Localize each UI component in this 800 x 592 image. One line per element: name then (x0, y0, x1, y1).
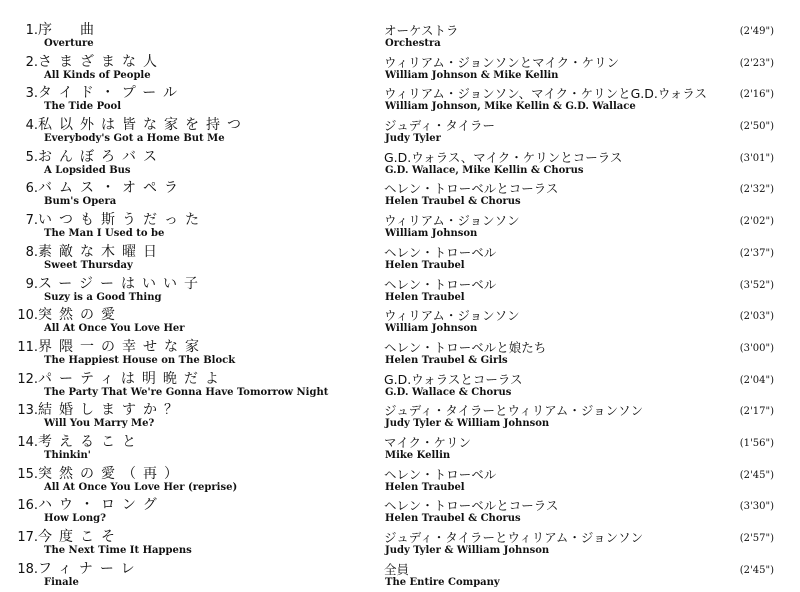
track-artist-jp: ヘレン・トローベル (384, 466, 497, 482)
track-title-en: Suzy is a Good Thing (44, 291, 162, 303)
track-title-jp: パーティは明晩だよ (38, 370, 226, 387)
track-title-jp: 結婚しますか？ (38, 402, 185, 419)
track-number: 9. (25, 276, 38, 292)
track-title-jp: 考えること (38, 433, 143, 450)
track-artist-jp: ジュディ・タイラー (384, 118, 496, 134)
track-artist-en: The Entire Company (385, 576, 500, 588)
track-number: 8. (25, 244, 38, 260)
track-artist-jp: ヘレン・トローベル (384, 276, 497, 292)
track-number: 11. (17, 339, 38, 355)
track-number: 7. (25, 213, 38, 229)
track-number: 10. (17, 308, 38, 324)
track-row (0, 402, 800, 434)
track-number: 12. (17, 371, 38, 387)
track-row (0, 497, 800, 529)
track-title-jp: ハウ・ロング (38, 497, 164, 514)
track-artist-en: Helen Traubel (385, 481, 465, 493)
track-title-en: Everybody's Got a Home But Me (44, 133, 225, 145)
track-duration: (2'49") (739, 26, 774, 37)
track-row (0, 244, 800, 276)
track-artist-en: William Johnson & Mike Kellin (385, 69, 559, 81)
track-artist-en: Helen Traubel (385, 259, 465, 271)
track-artist-jp: ジュディ・タイラーとウィリアム・ジョンソン (384, 403, 644, 419)
track-number: 14. (17, 434, 38, 450)
track-title-en: Will You Marry Me? (44, 418, 155, 430)
track-title-en: The Happiest House on The Block (44, 354, 236, 366)
track-artist-jp: 全員 (384, 561, 410, 577)
track-title-jp: 突然の愛 (38, 307, 122, 324)
track-artist-jp: ヘレン・トローベルと娘たち (384, 339, 547, 355)
track-title-jp: 素敵な木曜日 (38, 243, 164, 260)
track-artist-en: Helen Traubel & Girls (385, 354, 508, 366)
track-title-jp: 界隈一の幸せな家 (38, 338, 206, 355)
track-title-jp: バムス・オペラ (38, 180, 185, 197)
track-duration: (2'57") (739, 533, 774, 544)
track-artist-jp: ヘレン・トローベルとコーラス (384, 181, 559, 197)
track-list (0, 22, 800, 592)
track-row (0, 371, 800, 403)
track-artist-en: G.D. Wallace, Mike Kellin & Chorus (385, 164, 584, 176)
track-duration: (2'45") (739, 564, 774, 576)
track-title-jp: さまざまな人 (38, 53, 164, 70)
track-title-en: The Next Time It Happens (44, 545, 192, 556)
track-title-en: Thinkin' (44, 449, 91, 461)
track-artist-jp: G.D.ウォラス、マイク・ケリンとコーラス (384, 149, 623, 165)
track-title-en: Bum's Opera (44, 196, 117, 208)
track-artist-jp: ヘレン・トローベル (384, 244, 497, 260)
track-number: 5. (25, 149, 38, 165)
track-title-en: Finale (44, 576, 79, 588)
track-duration: (2'50") (739, 121, 774, 133)
track-duration: (2'03") (739, 311, 774, 323)
track-title-en: The Man I Used to be (44, 228, 165, 240)
track-row (0, 180, 800, 212)
track-row (0, 466, 800, 498)
track-artist-en: William Johnson, Mike Kellin & G.D. Wallace (385, 101, 636, 113)
track-row (0, 54, 800, 86)
track-number: 4. (25, 118, 38, 134)
track-title-en: The Party That We're Gonna Have Tomorrow Night (44, 386, 329, 398)
track-artist-en: G.D. Wallace & Chorus (385, 386, 512, 398)
track-duration: (2'37") (739, 247, 774, 259)
track-artist-jp: ウィリアム・ジョンソン (384, 213, 520, 229)
track-title-en: All At Once You Love Her (44, 323, 185, 335)
track-number: 3. (25, 86, 38, 102)
track-row (0, 529, 800, 561)
track-number: 18. (17, 561, 38, 577)
track-title-en: Sweet Thursday (44, 259, 133, 271)
track-artist-en: Orchestra (385, 38, 441, 49)
track-artist-jp: オーケストラ (384, 23, 459, 38)
track-duration: (2'04") (739, 374, 774, 386)
track-title-jp: タイド・プール (38, 85, 185, 102)
track-duration: (3'01") (739, 152, 774, 164)
track-row (0, 434, 800, 466)
track-number: 1. (25, 23, 38, 38)
track-title-jp: 今度こそ (38, 529, 122, 545)
track-number: 15. (17, 466, 38, 482)
track-duration: (3'30") (739, 501, 774, 513)
track-artist-jp: G.D.ウォラスとコーラス (384, 371, 523, 387)
track-title-jp: おんぼろバス (38, 148, 164, 165)
track-title-jp: 私以外は皆な家を持つ (38, 117, 248, 134)
track-title-en: All At Once You Love Her (reprise) (44, 481, 238, 493)
track-title-en: All Kinds of People (44, 69, 151, 81)
track-duration: (1'56") (739, 437, 774, 449)
track-duration: (2'45") (739, 469, 774, 481)
track-artist-en: William Johnson (385, 323, 478, 335)
track-title-jp: 突然の愛（再） (38, 465, 185, 482)
track-artist-en: Mike Kellin (385, 449, 451, 461)
track-number: 16. (17, 498, 38, 514)
track-number: 6. (25, 181, 38, 197)
track-row (0, 149, 800, 181)
track-duration: (2'02") (739, 216, 774, 228)
track-duration: (3'00") (739, 342, 774, 354)
track-artist-jp: マイク・ケリン (384, 434, 472, 450)
track-artist-en: Helen Traubel (385, 291, 465, 303)
track-artist-en: Judy Tyler & William Johnson (385, 418, 550, 430)
track-artist-jp: ヘレン・トローベルとコーラス (384, 498, 559, 514)
track-artist-en: Helen Traubel & Chorus (385, 513, 521, 525)
track-artist-en: William Johnson (385, 228, 478, 240)
track-duration: (3'52") (739, 279, 774, 291)
track-row (0, 307, 800, 339)
track-artist-jp: ウィリアム・ジョンソン (384, 308, 520, 324)
track-row (0, 339, 800, 371)
track-duration: (2'17") (739, 406, 774, 418)
track-duration: (2'32") (739, 184, 774, 196)
track-number: 2. (25, 54, 38, 70)
track-title-jp: スージーはいい子 (38, 275, 206, 292)
track-title-en: The Tide Pool (44, 101, 122, 113)
track-row (0, 22, 800, 54)
track-title-jp: フィナーレ (38, 560, 142, 577)
track-title-en: A Lopsided Bus (44, 164, 131, 176)
track-title-en: How Long? (44, 513, 107, 525)
track-title-jp: いつも斯うだった (38, 212, 206, 229)
track-artist-en: Helen Traubel & Chorus (385, 196, 521, 208)
track-artist-jp: ウィリアム・ジョンソンとマイク・ケリン (384, 54, 620, 70)
track-title-jp: 序 曲 (38, 22, 101, 38)
track-artist-en: Judy Tyler & William Johnson (385, 545, 550, 556)
track-number: 17. (17, 530, 38, 545)
track-title-en: Overture (44, 38, 94, 49)
track-row (0, 117, 800, 149)
track-row (0, 212, 800, 244)
track-row (0, 276, 800, 308)
track-artist-jp: ウィリアム・ジョンソン、マイク・ケリンとG.D.ウォラス (384, 86, 708, 102)
track-duration: (2'23") (739, 57, 774, 69)
track-artist-en: Judy Tyler (385, 133, 441, 145)
track-row (0, 85, 800, 117)
track-duration: (2'16") (739, 89, 774, 101)
track-row (0, 561, 800, 592)
track-number: 13. (17, 403, 38, 419)
track-artist-jp: ジュディ・タイラーとウィリアム・ジョンソン (384, 530, 644, 545)
